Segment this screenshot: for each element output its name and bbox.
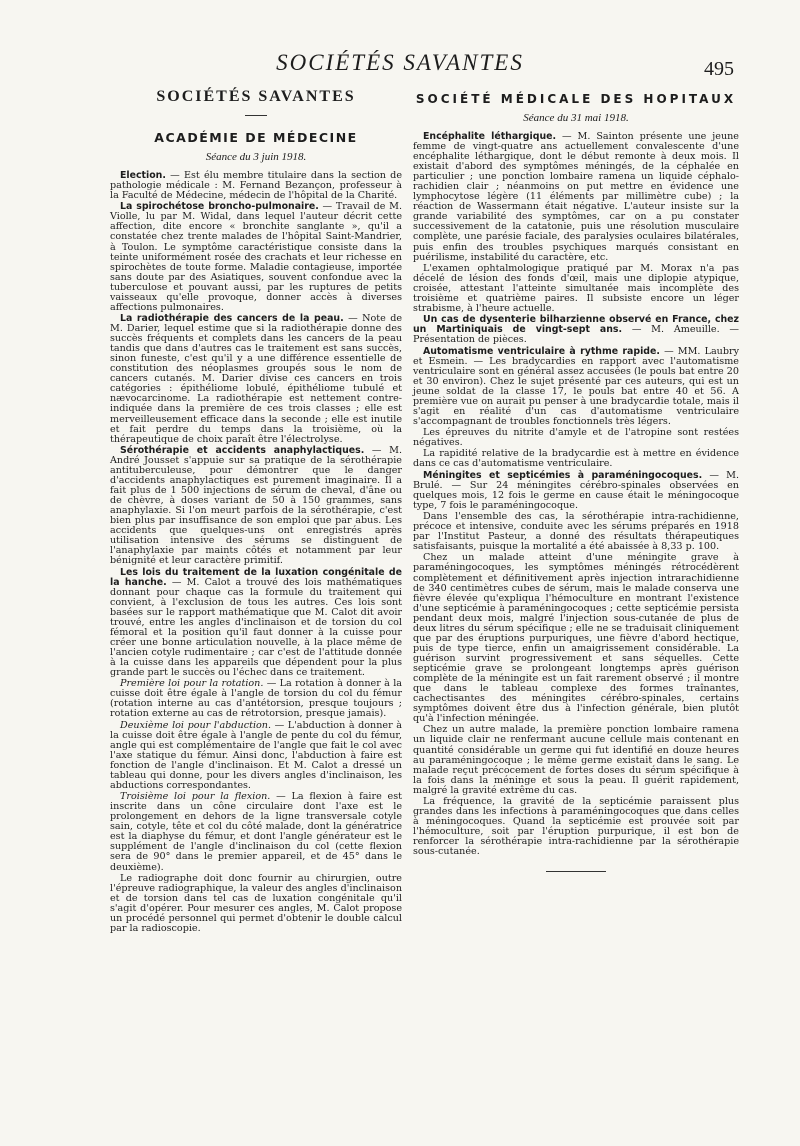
paragraph-heading: La spirochétose broncho-pulmonaire. [120, 201, 319, 213]
paragraph [110, 792, 402, 872]
paragraph [413, 553, 739, 724]
paragraph-text: — M. Brulé. — Sur 24 méningites cérébro-spinales observées en quelques mois, 12 fois le germe en cause était le méningocoque type, 7 fois le paraméningocoque. [413, 469, 739, 511]
paragraph-text: Dans l'ensemble des cas, la sérothérapie intra-rachidienne, précoce et intensive, conduite avec les sérums préparés en 1918 par l'Institut Pasteur, a donné des résultats thérapeutiques satisfaisants, puisque la mortalité a été abaissée à 8,33 p. 100. [413, 511, 739, 553]
paragraph [413, 725, 739, 795]
paragraph [413, 449, 739, 469]
paragraph [413, 347, 739, 427]
left-column [110, 84, 402, 935]
page-number: 495 [704, 58, 734, 80]
paragraph-text: — Est élu membre titulaire dans la section de pathologie médicale : M. Fernand Bezançon, professeur à la Faculté de Médecine, médecin de l'hôpital de la Charité. [110, 170, 402, 202]
paragraph-text: Chez un malade atteint d'une méningite grave à paraméningocoques, les symptômes méningés rétrocédèrent complètement et définitivement après injection intrarachidienne de 340 centimètres cubes de sérum, mais le malade conserva une fièvre élevée qu'expliqua l'hémoculture en montrant l'existence d'une septicémie à paraméningocoques ; cette septicémie persista pendant deux mois, malgré l'injection sous-cutanée de plus de deux litres du sérum spécifique ; elle ne se traduisait cliniquement que par des éruptions purpuriques, une fièvre d'abord hectique, puis de type tierce, enfin un amaigrissement considérable. La guérison survint progressivement et sans séquelles. Cette septicémie grave se prolongeant longtemps après guérison complète de la méningite est un fait rarement observé ; il montre que dans le tableau complexe des formes traînantes, cachectisantes des méningites cérébro-spinales, certains symptômes doivent être dus à l'infection générale, bien plutôt qu'à l'infection méningée. [413, 552, 739, 725]
paragraph-text: — MM. Laubry et Esmein. — Les bradycardies en rapport avec l'automatisme ventriculaire sont en général assez accusées (le pouls bat entre 20 et 30 environ). Chez le sujet présenté par ces auteurs, qui est un jeune soldat de la classe 17, le pouls bat entre 40 et 56. A première vue on aurait pu penser à une bradycardie totale, mais il s'agit en réalité d'un cas d'automatisme ventriculaire s'accompagnant de troubles fonctionnels très légers. [413, 345, 740, 427]
paragraph-text: — L'abduction à donner à la cuisse doit être égale à l'angle de pente du col du fémur, angle qui est complémentaire de l'angle que fait le col avec l'axe statique du fémur. Ainsi donc, l'abduction à faire est fonction de l'angle d'inclinaison. Et M. Calot a dressé un tableau qui donne, pour les divers angles d'inclinaison, les abductions correspondantes. [110, 719, 402, 791]
paragraph-text: La fréquence, la gravité de la septicémie paraissent plus grandes dans les infections à paraméningocoques que dans celles à méningocoques. Quand la septicémie est prouvée soit par l'hémoculture, soit par l'éruption purpurique, il est bon de renforcer la sérothérapie intra-rachidienne par la sérothérapie sous-cutanée. [413, 795, 739, 858]
paragraph-text: — M. André Jousset s'appuie sur sa pratique de la sérothérapie antituberculeuse, pour démontrer que le danger d'accidents anaphylactiques est purement imaginaire. Il a fait plus de 1 500 injections de sérum de cheval, d'âne ou de chèvre, à doses variant de 50 à 150 grammes, sans anaphylaxie. Si l'on meurt parfois de la sérothérapie, c'est bien plus par insuffisance de son emploi que par abus. Les accidents que quelques-uns ont enregistrés après utilisation intensive des sérums se distinguent de l'anaphylaxie par maints côtés et notamment par leur bénignité et leur caractère primitif. [110, 444, 402, 567]
paragraph [110, 874, 402, 934]
paragraph-text: Chez un autre malade, la première ponction lombaire ramena un liquide clair ne renfermant aucune cellule mais contenant en quantité considérable un germe qui fut identifié en douze heures au paraméningocoque ; le même germe existait dans le sang. Le malade reçut précocement de fortes doses du sérum spécifique à la fois dans la méninge et sous la peau. Il guérit rapidement, malgré la gravité extrême du cas. [413, 724, 739, 796]
paragraph-heading: La radiothérapie des cancers de la peau. [120, 313, 344, 325]
paragraph-text: — M. Calot a trouvé des lois mathématiques donnant pour chaque cas la formule du traitement qui convient, à l'exclusion de tous les autres. Ces lois sont basées sur le rapport mathématique que M. Calot dit avoir trouvé, entre les angles d'inclinaison et de torsion du col fémoral et la position qu'il faut donner à la cuisse pour créer une bonne articulation nouvelle, à la place même de l'ancien cotyle rudimentaire ; car c'est de l'attitude donnée à la cuisse dans les appareils que dépendent pour la plus grande part le succès ou l'échec dans ce traitement. [110, 576, 402, 679]
paragraph [110, 446, 402, 567]
paragraph-text: — Travail de M. Violle, lu par M. Widal, dans lequel l'auteur décrit cette affection, dite encore « bronchite sanglante », qu'il a constatée chez trente malades de l'hôpital Saint-Mandrier, à Toulon. Le symptôme caractéristique consiste dans la teinte uniformément rosée des crachats et leur richesse en spirochètes de toute forme. Maladie contagieuse, importée sans doute par des Asiatiques, souvent confondue avec la tuberculose et pouvant aussi, par les ruptures de petits vaisseaux qu'elle provoque, donner accès à diverses affections pulmonaires. [110, 201, 402, 313]
paragraph [413, 512, 739, 552]
paragraph [413, 471, 739, 511]
session-date: Séance du 3 juin 1918. [205, 151, 307, 163]
paragraph-text: Les épreuves du nitrite d'amyle et de l'atropine sont restées négatives. [413, 427, 739, 449]
running-title: SOCIÉTÉS SAVANTES [276, 50, 524, 75]
paragraph [413, 428, 739, 448]
paragraph-heading: Les lois du traitement de la luxation congénitale de la hanche. [110, 566, 402, 588]
paragraph [110, 171, 402, 201]
paragraph [110, 202, 402, 313]
paragraph [110, 721, 402, 791]
paragraph-italic-heading: Deuxième loi pour l'abduction. [120, 719, 272, 731]
section-title: SOCIÉTÉ MÉDICALE DES HOPITAUX [415, 92, 737, 106]
paragraph-heading: Un cas de dysenterie bilharzienne observé en France, chez un Martiniquais de vingt-sept ans. [413, 314, 739, 336]
paragraph-heading: Automatisme ventriculaire à rythme rapide. [423, 345, 660, 357]
paragraph [110, 314, 402, 445]
paragraph [110, 568, 402, 679]
paragraph-heading: Sérothérapie et accidents anaphylactiques. [120, 444, 365, 456]
title-rule [245, 115, 267, 116]
paragraph-italic-heading: Troisième loi pour la flexion. [120, 791, 271, 803]
paragraph-text: L'examen ophtalmologique pratiqué par M. Morax n'a pas décelé de lésion des fonds d'œil, mais une diplopie atypique, croisée, attestant l'atteinte simultanée mais incomplète des troisième et quatrième paires. Il subsiste encore un léger strabisme, à l'heure actuelle. [413, 262, 739, 314]
right-paragraphs [413, 132, 739, 857]
end-rule [546, 871, 606, 872]
paragraph-text: La rapidité relative de la bradycardie est à mettre en évidence dans ce cas d'automatisme ventriculaire. [413, 448, 739, 470]
paragraph-text: — M. Ameuille. — Présentation de pièces. [413, 324, 739, 346]
paragraph [413, 264, 739, 314]
subsection-title: ACADÉMIE DE MÉDECINE [154, 130, 358, 145]
paragraph [413, 132, 739, 263]
paragraph-heading: Encéphalite léthargique. [423, 131, 557, 142]
paragraph-text: — Note de M. Darier, lequel estime que si la radiothérapie donne des succès fréquents et complets dans les cancers de la peau tandis que dans d'autres cas le traitement est sans succès, sinon funeste, c'est qu'il y a une différence essentielle de constitution des néoplasmes groupés sous le nom de cancers cutanés. M. Darier divise ces cancers en trois catégories : épithéliome lobulé, épithéliome tubulé et nævocarcinome. La radiothérapie est nettement contre-indiquée dans la première de ces trois classes ; elle est merveilleusement efficace dans la seconde ; elle est inutile et fait perdre du temps dans la troisième, où la thérapeutique de choix paraît être l'électrolyse. [110, 313, 403, 445]
paragraph-heading: Méningites et septicémies à paraméningocoques. [423, 469, 703, 481]
paragraph-italic-heading: Première loi pour la rotation. [120, 678, 264, 690]
paragraph [413, 315, 739, 345]
paragraph-heading: Election. [120, 170, 166, 181]
paragraph [110, 679, 402, 719]
paragraph-text: — La flexion à faire est inscrite dans un cône circulaire dont l'axe est le prolongement en dehors de la ligne transversale cotyle sain, cotyle, tête et col du côté malade, dont la génératrice est la diaphyse du fémur, et dont l'angle générateur est le supplément de l'angle d'inclinaison du col (cette flexion sera de 90° dans le premier appareil, et de 45° dans le deuxième). [110, 791, 402, 873]
paragraph-text: — La rotation à donner à la cuisse doit être égale à l'angle de torsion du col du fémur (rotation interne au cas d'antétorsion, presque toujours ; rotation externe au cas de rétrotorsion, presque jamais). [110, 678, 402, 720]
right-column [413, 84, 739, 872]
paragraph-text: Le radiographe doit donc fournir au chirurgien, outre l'épreuve radiographique, la valeur des angles d'inclinaison et de torsion dans tel cas de luxation congénitale qu'il s'agit d'opérer. Pour mesurer ces angles, M. Calot propose un procédé personnel qui permet d'obtenir le double calcul par la radioscopie. [110, 872, 402, 934]
section-title: SOCIÉTÉS SAVANTES [156, 88, 356, 105]
paragraph [413, 797, 739, 857]
paragraph-text: — M. Sainton présente une jeune femme de vingt-quatre ans actuellement convalescente d'une encéphalite léthargique, dont le début remonte à deux mois. Il existait d'abord des symptômes méningés, de la céphalée en particulier ; une ponction lombaire ramena un liquide céphalo-rachidien clair ; néanmoins on put mettre en évidence une lymphocytose légère (11 éléments par millimètre cube) ; la réaction de Wassermann était négative. L'auteur insiste sur la grande variabilité des symptômes, car on a pu constater successivement de la catatonie, puis une résolution musculaire complète, une parésie faciale, des paralysies oculaires bilatérales, puis enfin des troubles psychiques marqués consistant en puérilisme, instabilité du caractère, etc. [413, 131, 739, 263]
session-date: Séance du 31 mai 1918. [523, 112, 629, 124]
left-paragraphs [110, 171, 402, 934]
